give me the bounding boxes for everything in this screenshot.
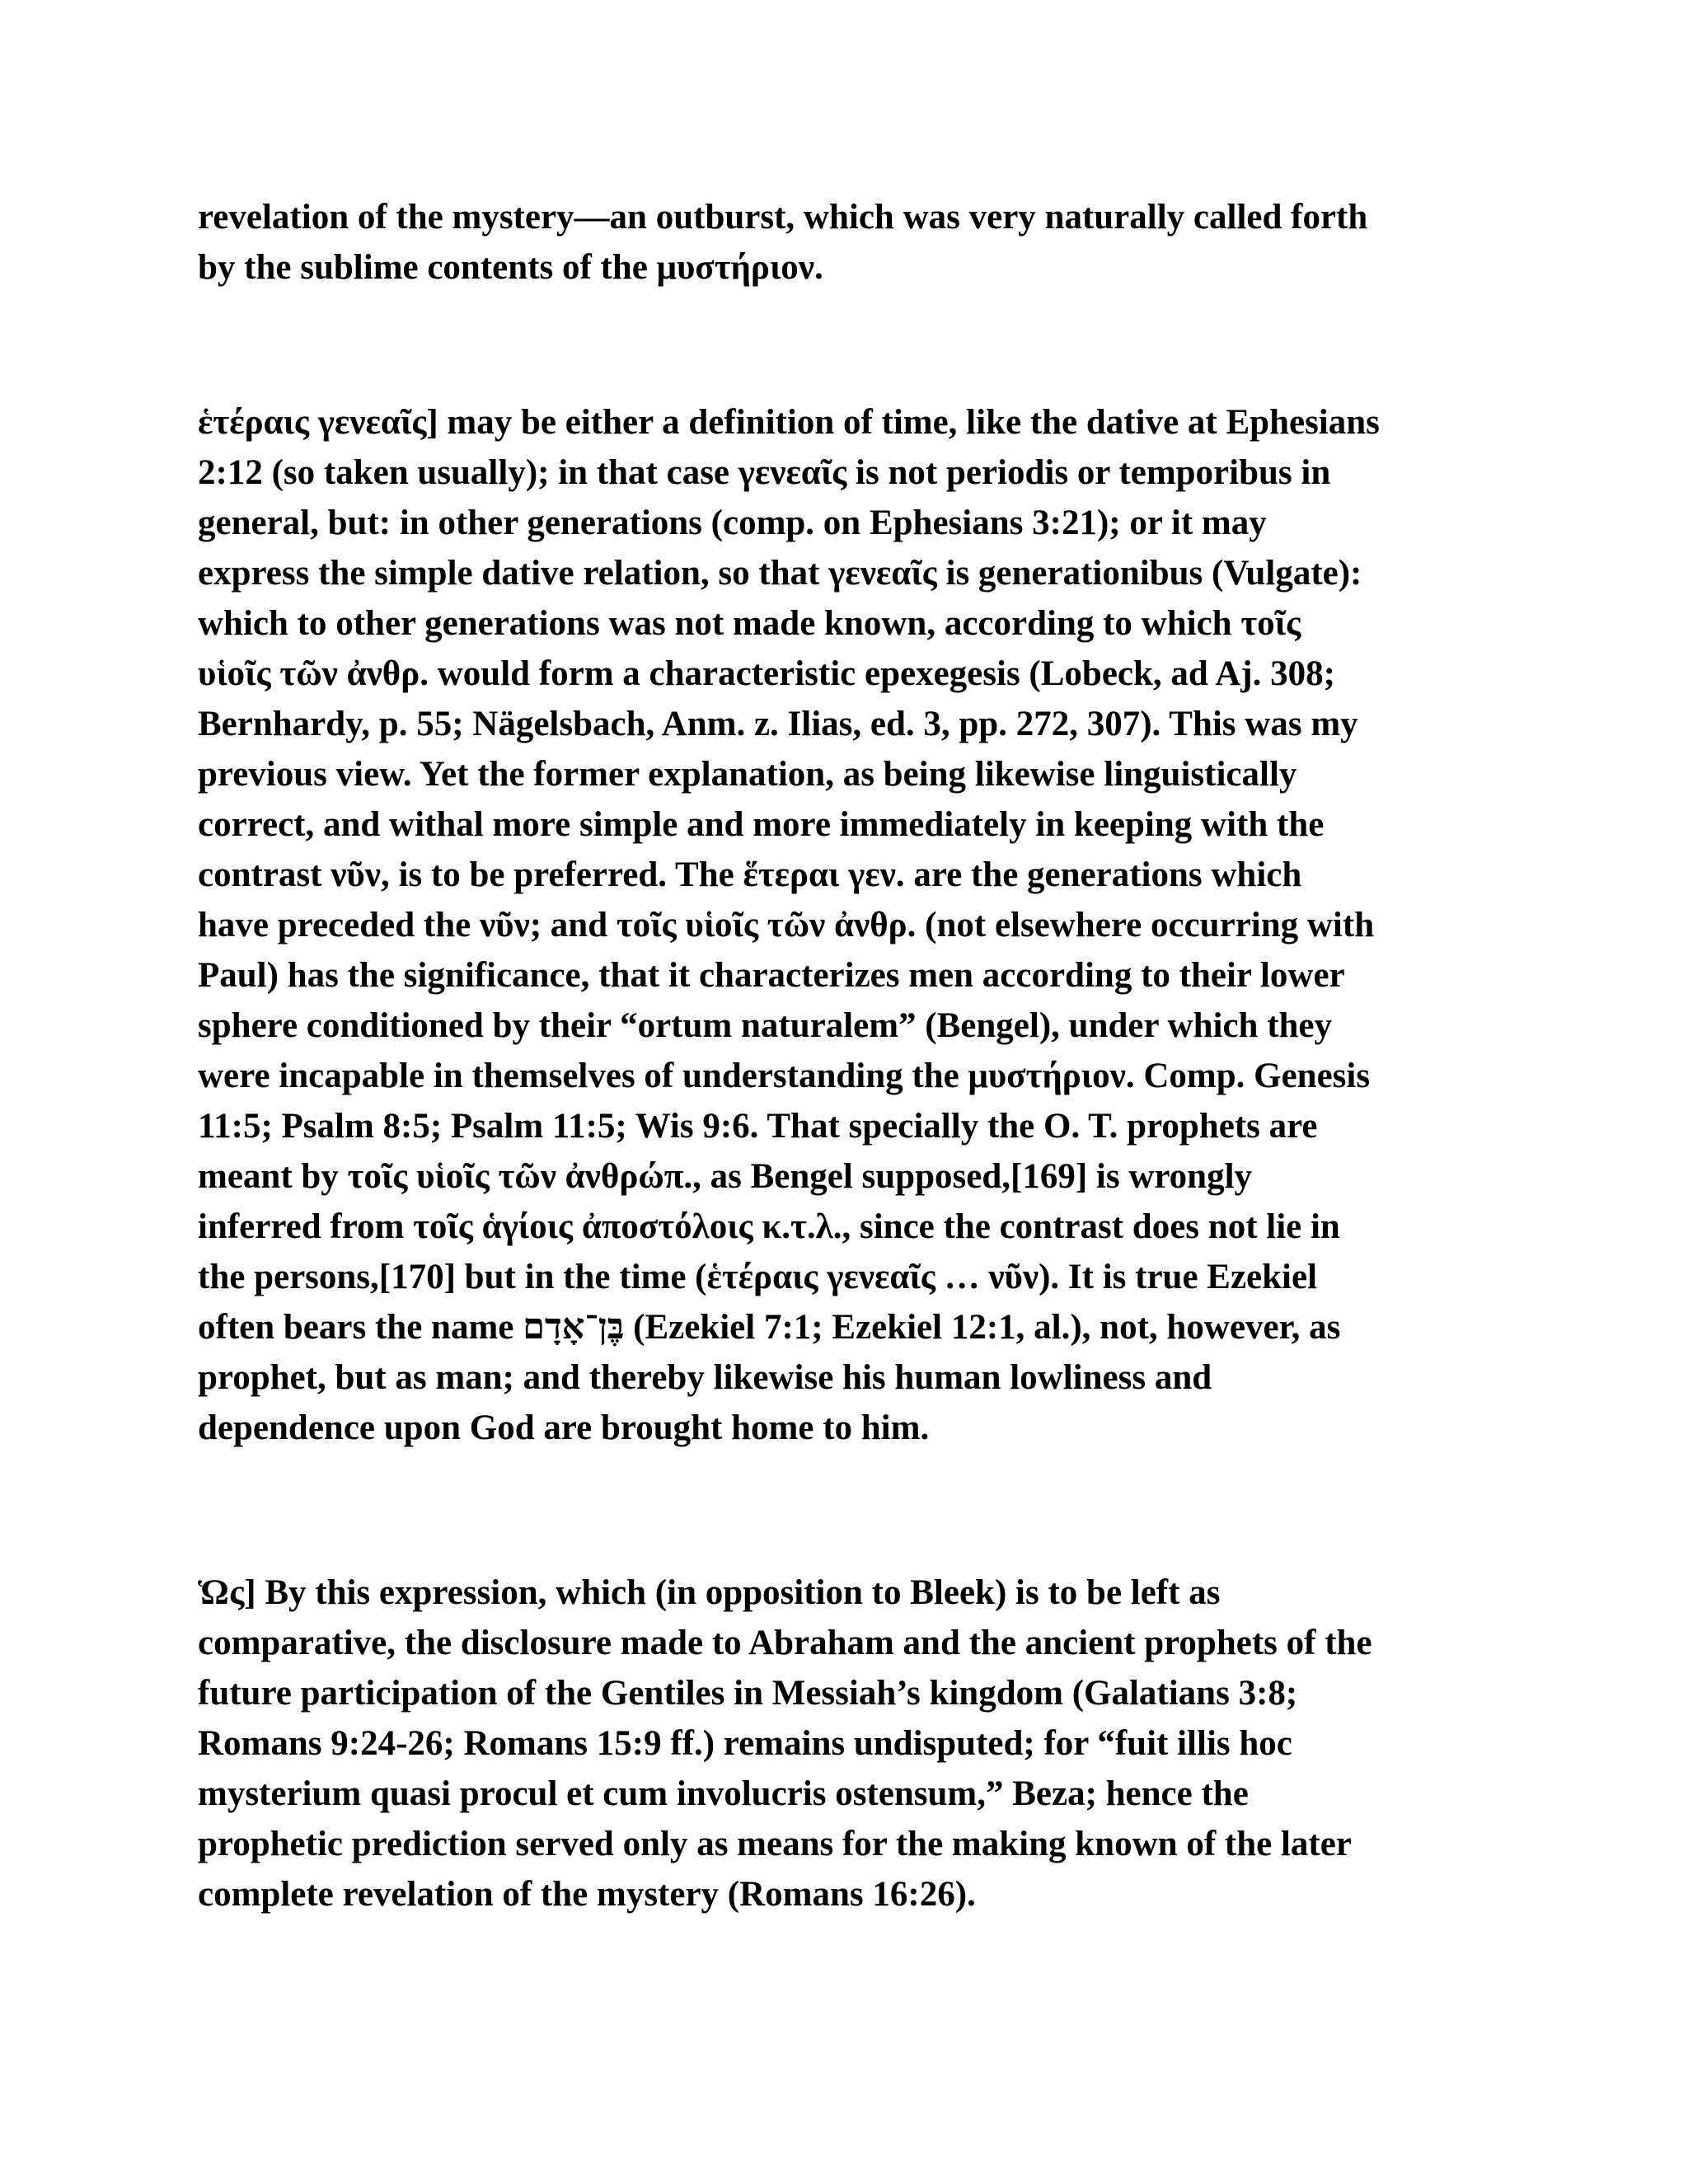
text-line: meant by τοῖς υἱοῖς τῶν ἀνθρώπ., as Bengel supposed,[169] is wrongly [198, 1157, 1253, 1196]
text-line: ἑτέραις γενεαῖς] may be either a definition of time, like the dative at Ephesians [198, 403, 1380, 442]
text-line: future participation of the Gentiles in Messiah’s kingdom (Galatians 3:8; [198, 1674, 1298, 1713]
text-line: express the simple dative relation, so that γενεαῖς is generationibus (Vulgate): [198, 554, 1362, 593]
paragraph-hos [198, 1568, 1500, 1919]
text-line: prophetic prediction served only as means for the making known of the later [198, 1825, 1352, 1863]
text-line: 11:5; Psalm 8:5; Psalm 11:5; Wis 9:6. That specially the O. T. prophets are [198, 1107, 1318, 1146]
text-line: revelation of the mystery—an outburst, which was very naturally called forth [198, 198, 1368, 237]
text-line: Ὡς] By this expression, which (in opposition to Bleek) is to be left as [198, 1573, 1221, 1612]
paragraph-continuation [198, 192, 1500, 293]
text-line: 2:12 (so taken usually); in that case γενεαῖς is not periodis or temporibus in [198, 453, 1331, 492]
paragraph-heterais-geneais [198, 397, 1500, 1453]
text-line: have preceded the νῦν; and τοῖς υἱοῖς τῶν ἀνθρ. (not elsewhere occurring with [198, 906, 1375, 944]
text-line: inferred from τοῖς ἁγίοις ἀποστόλοις κ.τ.λ., since the contrast does not lie in [198, 1207, 1340, 1246]
text-line: correct, and withal more simple and more immediately in keeping with the [198, 805, 1325, 844]
text-line: Paul) has the significance, that it characterizes men according to their lower [198, 956, 1345, 995]
text-line: sphere conditioned by their “ortum naturalem” (Bengel), under which they [198, 1006, 1333, 1045]
text-line: Bernhardy, p. 55; Nägelsbach, Anm. z. Ilias, ed. 3, pp. 272, 307). This was my [198, 705, 1358, 743]
text-line: by the sublime contents of the μυστήριον. [198, 248, 823, 287]
text-line: general, but: in other generations (comp. on Ephesians 3:21); or it may [198, 504, 1267, 542]
text-line: were incapable in themselves of understanding the μυστήριον. Comp. Genesis [198, 1057, 1371, 1095]
text-line: contrast νῦν, is to be preferred. The ἕτεραι γεν. are the generations which [198, 855, 1302, 894]
text-line: complete revelation of the mystery (Romans 16:26). [198, 1875, 976, 1914]
text-line: the persons,[170] but in the time (ἑτέραις γενεαῖς … νῦν). It is true Ezekiel [198, 1258, 1318, 1296]
text-line: dependence upon God are brought home to him. [198, 1408, 930, 1447]
text-line: Romans 9:24-26; Romans 15:9 ff.) remains undisputed; for “fuit illis hoc [198, 1724, 1292, 1763]
text-line: υἱοῖς τῶν ἀνθρ. would form a characteristic epexegesis (Lobeck, ad Aj. 308; [198, 654, 1335, 693]
text-line: mysterium quasi procul et cum involucris ostensum,” Beza; hence the [198, 1774, 1249, 1813]
text-line: often bears the name בֶּן־אָדָם (Ezekiel 7:1; Ezekiel 12:1, al.), not, however, as [198, 1308, 1341, 1347]
text-line: prophet, but as man; and thereby likewise his human lowliness and [198, 1358, 1212, 1397]
text-line: comparative, the disclosure made to Abraham and the ancient prophets of the [198, 1624, 1372, 1662]
text-line: previous view. Yet the former explanation, as being likewise linguistically [198, 755, 1297, 794]
text-line: which to other generations was not made known, according to which τοῖς [198, 604, 1301, 643]
